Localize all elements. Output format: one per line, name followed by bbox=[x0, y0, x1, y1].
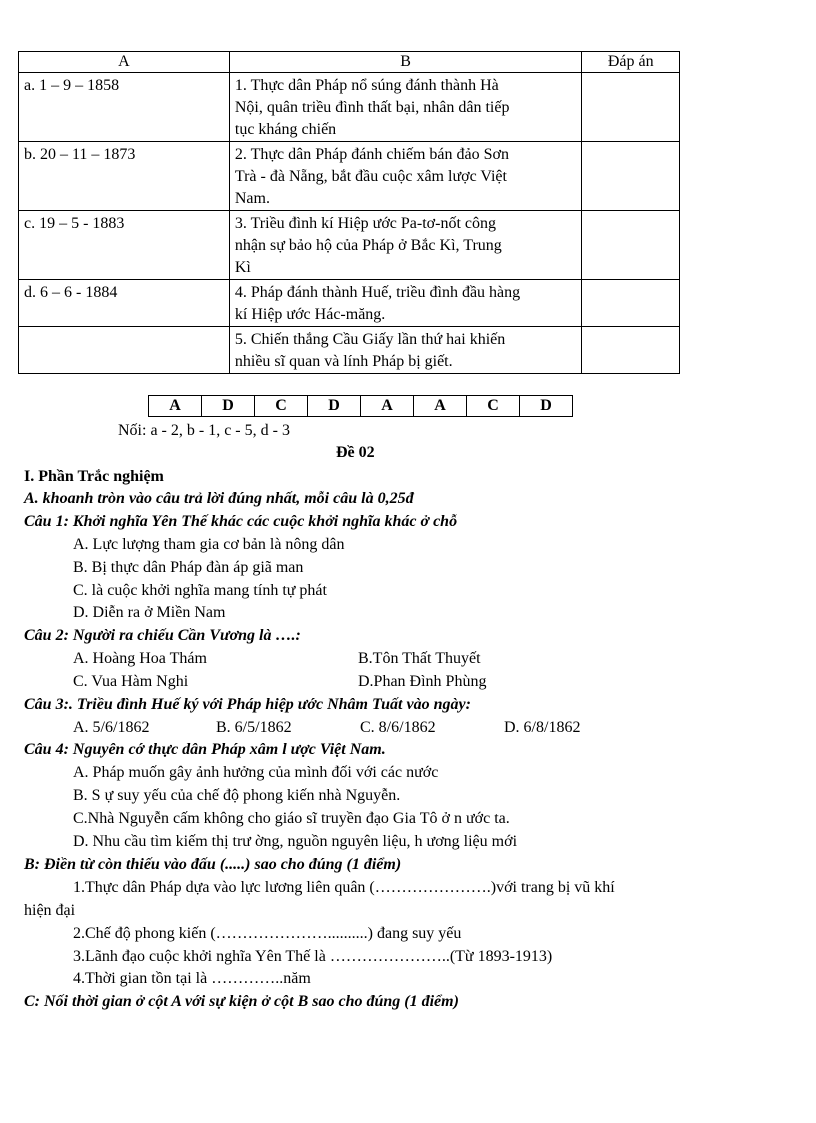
event-line: Trà - đà Nẵng, bắt đầu cuộc xâm lược Việt bbox=[234, 168, 507, 185]
question-2-title: Câu 2: Người ra chiếu Cần Vương là ….: bbox=[24, 627, 301, 644]
event-line: nhiều sĩ quan và lính Pháp bị giết. bbox=[234, 353, 453, 370]
table-row bbox=[19, 142, 680, 211]
cell-date: a. 1 – 9 – 1858 bbox=[19, 73, 230, 142]
section-c-heading: C: Nối thời gian ở cột A với sự kiện ở cột B sao cho đúng (1 điểm) bbox=[24, 993, 459, 1010]
section-heading: I. Phần Trắc nghiệm bbox=[24, 468, 164, 485]
question-2-option-a: A. Hoàng Hoa Thám bbox=[73, 650, 207, 667]
header-col-a: A bbox=[19, 52, 230, 73]
event-line: kí Hiệp ước Hác-măng. bbox=[234, 306, 386, 323]
question-4-option-a: A. Pháp muốn gây ảnh hưởng của mình đối với các nước bbox=[73, 764, 439, 781]
answer-key-cell: C bbox=[255, 396, 308, 417]
event-line: 4. Pháp đánh thành Huế, triều đình đầu hàng bbox=[234, 284, 521, 301]
question-2-option-d: D.Phan Đình Phùng bbox=[358, 673, 487, 690]
event-line: tục kháng chiến bbox=[234, 121, 337, 138]
cell-answer bbox=[582, 73, 680, 142]
answer-key-cell: A bbox=[361, 396, 414, 417]
table-row bbox=[19, 327, 680, 374]
event-line: Nam. bbox=[234, 190, 270, 207]
table-row bbox=[19, 73, 680, 142]
question-3-option-d: D. 6/8/1862 bbox=[504, 719, 581, 736]
cell-event bbox=[229, 142, 582, 211]
event-line: 2. Thực dân Pháp đánh chiếm bán đảo Sơn bbox=[234, 146, 509, 163]
event-line: 1. Thực dân Pháp nổ súng đánh thành Hà bbox=[234, 77, 499, 94]
question-3-title: Câu 3:. Triều đình Huế ký với Pháp hiệp ước Nhâm Tuất vào ngày: bbox=[24, 696, 471, 713]
answer-key-cell: D bbox=[308, 396, 361, 417]
question-4-title: Câu 4: Nguyên cớ thực dân Pháp xâm l ược Việt Nam. bbox=[24, 741, 386, 758]
table-row bbox=[19, 211, 680, 280]
cell-date: d. 6 – 6 - 1884 bbox=[19, 280, 230, 327]
cell-date: b. 20 – 11 – 1873 bbox=[19, 142, 230, 211]
event-line: nhận sự bảo hộ của Pháp ở Bắc Kì, Trung bbox=[234, 237, 502, 254]
question-4-option-c: C.Nhà Nguyễn cấm không cho giáo sĩ truyền đạo Gia Tô ở n ước ta. bbox=[73, 810, 510, 827]
question-1-title: Câu 1: Khởi nghĩa Yên Thế khác các cuộc khởi nghĩa khác ở chỗ bbox=[24, 513, 458, 530]
table-header-row bbox=[19, 52, 680, 73]
answer-key-cell: D bbox=[202, 396, 255, 417]
fill-blank-item: 4.Thời gian tồn tại là …………..năm bbox=[73, 970, 311, 987]
event-line: Kì bbox=[234, 259, 251, 276]
answer-key bbox=[148, 395, 573, 417]
cell-answer bbox=[582, 327, 680, 374]
question-4-option-b: B. S ự suy yếu của chế độ phong kiến nhà Nguyễn. bbox=[73, 787, 401, 804]
cell-event bbox=[229, 73, 582, 142]
answer-key-cell: D bbox=[520, 396, 573, 417]
cell-event bbox=[229, 211, 582, 280]
matching-answer: Nối: a - 2, b - 1, c - 5, d - 3 bbox=[118, 422, 290, 439]
section-b-heading: B: Điền từ còn thiếu vào đấu (.....) sao cho đúng (1 điểm) bbox=[24, 856, 402, 873]
cell-answer bbox=[582, 211, 680, 280]
cell-answer bbox=[582, 280, 680, 327]
fill-blank-item: 3.Lãnh đạo cuộc khởi nghĩa Yên Thế là …………………..(Từ 1893-1913) bbox=[73, 948, 553, 965]
question-4-option-d: D. Nhu cầu tìm kiếm thị trư ờng, nguồn nguyên liệu, h ương liệu mới bbox=[73, 833, 518, 850]
cell-event bbox=[229, 327, 582, 374]
section-a-heading: A. khoanh tròn vào câu trả lời đúng nhất, mỗi câu là 0,25đ bbox=[24, 490, 414, 507]
question-2-option-c: C. Vua Hàm Nghi bbox=[73, 673, 189, 690]
event-line: Nội, quân triều đình thất bại, nhân dân tiếp bbox=[234, 99, 510, 116]
fill-blank-item: 2.Chế độ phong kiến (…………………..........) đang suy yếu bbox=[73, 925, 462, 942]
question-1-option-c: C. là cuộc khởi nghĩa mang tính tự phát bbox=[73, 582, 327, 599]
header-col-b: B bbox=[229, 52, 582, 73]
answer-key-cell: C bbox=[467, 396, 520, 417]
event-line: 5. Chiến thắng Cầu Giấy lần thứ hai khiến bbox=[234, 331, 506, 348]
question-3-option-c: C. 8/6/1862 bbox=[360, 719, 436, 736]
answer-key-cell: A bbox=[414, 396, 467, 417]
question-3-option-b: B. 6/5/1862 bbox=[216, 719, 292, 736]
table-row bbox=[19, 280, 680, 327]
question-2-option-b: B.Tôn Thất Thuyết bbox=[358, 650, 481, 667]
question-1-option-d: D. Diễn ra ở Miền Nam bbox=[73, 604, 226, 621]
question-3-option-a: A. 5/6/1862 bbox=[73, 719, 150, 736]
question-1-option-a: A. Lực lượng tham gia cơ bản là nông dân bbox=[73, 536, 345, 553]
answer-key-cell: A bbox=[149, 396, 202, 417]
cell-answer bbox=[582, 142, 680, 211]
matching-table bbox=[18, 51, 680, 374]
question-1-option-b: B. Bị thực dân Pháp đàn áp giã man bbox=[73, 559, 304, 576]
cell-date: c. 19 – 5 - 1883 bbox=[19, 211, 230, 280]
event-line: 3. Triều đình kí Hiệp ước Pa-tơ-nốt công bbox=[234, 215, 497, 232]
fill-blank-item: 1.Thực dân Pháp dựa vào lực lương liên quân (………………….)với trang bị vũ khí bbox=[73, 879, 615, 896]
cell-event bbox=[229, 280, 582, 327]
fill-blank-item-continued: hiện đại bbox=[24, 902, 76, 919]
header-answer: Đáp án bbox=[582, 52, 680, 73]
exam-title: Đề 02 bbox=[336, 444, 375, 461]
cell-date bbox=[19, 327, 230, 374]
